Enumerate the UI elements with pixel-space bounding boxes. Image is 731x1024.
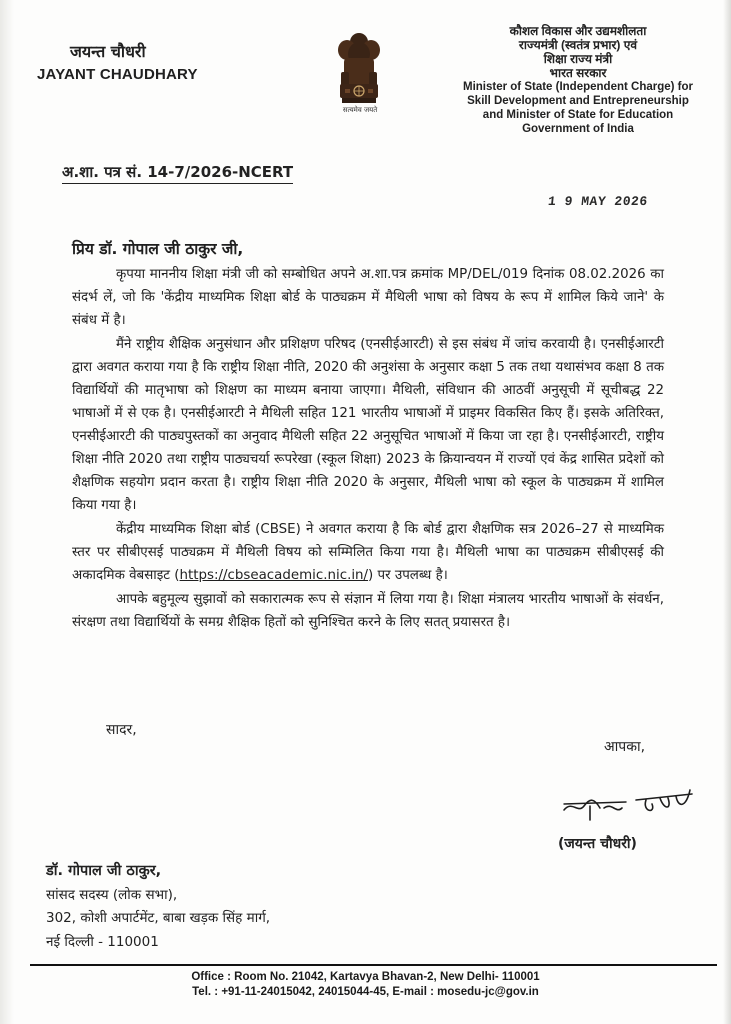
designation-en-line-2: Skill Development and Entrepreneurship — [467, 95, 689, 107]
recipient-line-1: सांसद सदस्य (लोक सभा), — [46, 886, 178, 903]
cbse-academic-link[interactable]: https://cbseacademic.nic.in/ — [179, 567, 369, 583]
minister-designation — [438, 24, 718, 136]
emblem-motto: सत्यमेव जयते — [342, 106, 378, 114]
yours-faithfully: आपका, — [604, 739, 646, 755]
paragraph-3 — [72, 519, 664, 588]
designation-hi-line-1: कौशल विकास और उद्यमशीलता — [509, 24, 647, 38]
designation-en-line-4: Government of India — [522, 123, 634, 135]
footer — [0, 970, 731, 1000]
footer-divider — [30, 964, 717, 966]
paragraph-1: कृपया माननीय शिक्षा मंत्री जी को सम्बोधित अपने अ.शा.पत्र क्रमांक MP/DEL/019 दिनांक 08.02.2026 का संदर्भ लें, जो कि 'केंद्रीय माध्यमिक शिक्षा बोर्ड के पाठ्यक्रम में मैथिली भाषा को विषय के रूप में शामिल किये जाने' के संबंध में है। — [72, 267, 664, 328]
designation-hi-line-4: भारत सरकार — [549, 66, 607, 80]
designation-en-line-3: and Minister of State for Education — [482, 109, 674, 121]
paragraph-2: मैंने राष्ट्रीय शैक्षिक अनुसंधान और प्रशिक्षण परिषद (एनसीईआरटी) से इस संबंध में जांच करवायी है। एनसीईआरटी द्वारा अवगत कराया गया है कि राष्ट्रीय शिक्षा नीति, 2020 की अनुशंसा के अनुसार कक्षा 5 तक तथा यथासंभव कक्षा 8 तक विद्यार्थियों की मातृभाषा को शिक्षण का माध्यम बनाया जाएगा। मैथिली, संविधान की आठवीं अनुसूची में सूचीबद्ध 22 भाषाओं में से एक है। एनसीईआरटी ने मैथिली सहित 121 भारतीय भाषाओं में प्राइमर विकसित किए हैं। इसके अतिरिक्त, एनसीईआरटी की पाठ्यपुस्तकों का अनुवाद मैथिली सहित 22 अनुसूचित भाषाओं में किया जा रहा है। एनसीईआरटी, राष्ट्रीय शिक्षा नीति 2020 तथा राष्ट्रीय पाठ्यचर्या रूपरेखा (स्कूल शिक्षा) 2023 के क्रियान्वयन में राज्यों एवं केंद्र शासित प्रदेशों को शैक्षणिक सहयोग प्रदान करता है। राष्ट्रीय शिक्षा नीति 2020 के अनुसार, मैथिली भाषा को स्कूल के पाठ्यक्रम में शामिल किया गया है। — [72, 337, 664, 513]
letter-body — [72, 264, 664, 637]
closing: सादर, — [106, 722, 137, 738]
footer-office-address: Office : Room No. 21042, Kartavya Bhavan-2, New Delhi- 110001 — [191, 971, 540, 983]
sender-name-english: JAYANT CHAUDHARY — [37, 66, 198, 83]
date-stamp: 1 9 MAY 2026 — [547, 194, 649, 209]
signer-name: (जयन्त चौधरी) — [558, 836, 637, 852]
sender-name-hindi: जयन्त चौधरी — [70, 42, 146, 61]
handwritten-signature — [560, 780, 700, 830]
paragraph-3-tail: ) पर उपलब्ध है। — [368, 567, 448, 583]
letter-reference-number: अ.शा. पत्र सं. 14-7/2026-NCERT — [62, 162, 293, 184]
designation-en-line-1: Minister of State (Independent Charge) for — [462, 81, 693, 93]
recipient-line-2: 302, कोशी अपार्टमेंट, बाबा खड़क सिंह मार्ग, — [46, 910, 271, 926]
recipient-line-3: नई दिल्ली - 110001 — [46, 933, 159, 950]
recipient-name: डॉ. गोपाल जी ठाकुर, — [46, 863, 162, 879]
designation-hi-line-3: शिक्षा राज्य मंत्री — [543, 52, 613, 66]
recipient-address — [46, 860, 270, 954]
paragraph-4: आपके बहुमूल्य सुझावों को सकारात्मक रूप से संज्ञान में लिया गया है। शिक्षा मंत्रालय भारतीय भाषाओं के संवर्धन, संरक्षण तथा विद्यार्थियों के समग्र शैक्षिक हितों को सुनिश्चित करने के लिए सतत् प्रयासरत है। — [72, 592, 664, 631]
designation-hi-line-2: राज्यमंत्री (स्वतंत्र प्रभार) एवं — [518, 38, 638, 52]
footer-contact: Tel. : +91-11-24015042, 24015044-45, E-mail : mosedu-jc@gov.in — [192, 986, 539, 998]
salutation: प्रिय डॉ. गोपाल जी ठाकुर जी, — [72, 240, 244, 258]
paragraph-3-text: केंद्रीय माध्यमिक शिक्षा बोर्ड (CBSE) ने अवगत कराया है कि बोर्ड द्वारा शैक्षणिक सत्र 2026–27 से माध्यमिक स्तर पर सीबीएसई पाठ्यक्रम में मैथिली विषय को सम्मिलित किया गया है। मैथिली भाषा का पाठ्यक्रम सीबीएसई की अकादमिक वेबसाइट ( — [72, 521, 664, 583]
